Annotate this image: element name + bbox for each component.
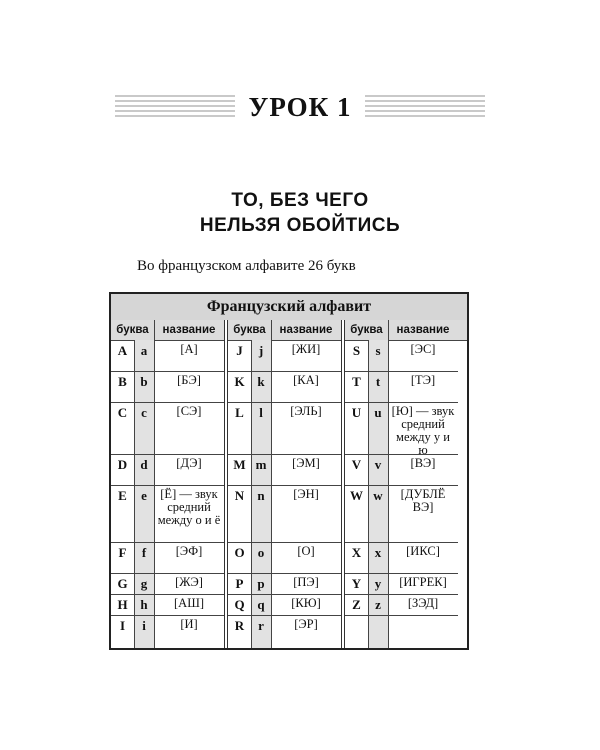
uppercase-letter: N (234, 488, 245, 503)
uppercase-letter: W (350, 488, 363, 503)
lowercase-letter: f (141, 545, 147, 560)
lowercase-letter: u (374, 405, 382, 420)
row-divider (228, 615, 341, 616)
letter-name: [ВЭ] (410, 456, 436, 470)
uppercase-letter: I (119, 618, 126, 633)
row-divider (111, 573, 224, 574)
letter-name: [ЭР] (294, 617, 318, 631)
letter-name: [И] (180, 617, 198, 631)
uppercase-letter: C (117, 405, 128, 420)
uppercase-letter: P (235, 576, 244, 591)
uppercase-letter: F (118, 545, 127, 560)
letter-name: [ДЭ] (176, 456, 202, 470)
letter-name: [ЭФ] (175, 544, 203, 558)
letter-name: [ЖЭ] (175, 575, 203, 589)
row-divider (111, 485, 224, 486)
lowercase-letter: s (375, 343, 381, 358)
uppercase-letter: D (117, 457, 128, 472)
uppercase-letter: L (235, 405, 244, 420)
row-divider (111, 594, 224, 595)
row-divider (228, 402, 341, 403)
uppercase-letter: Z (352, 597, 361, 612)
header-name: название (162, 324, 216, 336)
lesson-title: УРОК 1 (248, 92, 352, 122)
lowercase-letter: q (257, 597, 265, 612)
intro-text: Во французском алфавите 26 букв (137, 258, 356, 274)
lowercase-letter: l (259, 405, 263, 420)
uppercase-letter: Y (351, 576, 362, 591)
letter-name: [АШ] (174, 596, 204, 610)
header-letter: буква (116, 324, 149, 336)
row-divider (345, 573, 458, 574)
row-divider (345, 615, 458, 616)
header-divider (388, 320, 389, 340)
header-letter: буква (350, 324, 383, 336)
letter-name: [ЭЛЬ] (290, 404, 322, 418)
header-divider (154, 320, 155, 340)
column-divider (388, 340, 389, 648)
row-divider (111, 454, 224, 455)
uppercase-letter: H (117, 597, 128, 612)
row-divider (111, 542, 224, 543)
lowercase-letter: y (374, 576, 382, 591)
french-alphabet-table (109, 292, 469, 650)
table-header-row (111, 320, 467, 341)
row-divider (228, 594, 341, 595)
letter-group-1 (111, 340, 224, 648)
lowercase-letter: m (255, 457, 267, 472)
row-divider (228, 454, 341, 455)
decorative-stripes-left (115, 95, 235, 119)
lowercase-letter: g (140, 576, 148, 591)
lowercase-letter: b (140, 374, 148, 389)
letter-name: [ПЭ] (293, 575, 319, 589)
letter-group-3 (345, 340, 458, 648)
row-divider (345, 402, 458, 403)
row-divider (345, 485, 458, 486)
column-divider (154, 340, 155, 648)
row-divider (345, 594, 458, 595)
uppercase-letter: J (236, 343, 243, 358)
lowercase-letter: w (373, 488, 383, 503)
row-divider (228, 573, 341, 574)
uppercase-letter: K (234, 374, 245, 389)
uppercase-letter: T (352, 374, 361, 389)
uppercase-letter: S (352, 343, 361, 358)
row-divider (111, 371, 224, 372)
uppercase-letter: M (233, 457, 246, 472)
letter-name: [ИКС] (406, 544, 440, 558)
uppercase-letter: E (118, 488, 127, 503)
letter-name: [ДУБЛЁ ВЭ] (400, 487, 446, 514)
uppercase-letter: R (234, 618, 245, 633)
letter-name: [ЭН] (293, 487, 319, 501)
letter-name: [БЭ] (177, 373, 201, 387)
uppercase-letter: G (117, 576, 128, 591)
row-divider (111, 402, 224, 403)
letter-name: [ТЭ] (410, 373, 436, 387)
row-divider (228, 485, 341, 486)
table-caption: Французский алфавит (111, 294, 467, 321)
lowercase-letter: h (140, 597, 148, 612)
lowercase-letter: d (140, 457, 148, 472)
letter-name: [ЗЭД] (407, 596, 439, 610)
lowercase-letter: e (141, 488, 147, 503)
lowercase-letter: o (257, 545, 265, 560)
row-divider (345, 542, 458, 543)
letter-name: [О] (297, 544, 315, 558)
uppercase-letter: V (351, 457, 362, 472)
lowercase-letter: i (142, 618, 146, 633)
letter-name: [КА] (293, 373, 319, 387)
chapter-title-line-1: ТО, БЕЗ ЧЕГО (231, 190, 369, 211)
chapter-title-line-2: НЕЛЬЗЯ ОБОЙТИСЬ (199, 215, 401, 236)
lowercase-letter: r (258, 618, 264, 633)
header-name: название (279, 324, 333, 336)
lowercase-letter: c (141, 405, 147, 420)
chapter-title (100, 188, 500, 238)
lowercase-letter: p (257, 576, 265, 591)
row-divider (345, 371, 458, 372)
row-divider (228, 371, 341, 372)
uppercase-letter: U (351, 405, 362, 420)
column-divider (271, 340, 272, 648)
lowercase-letter: t (375, 374, 381, 389)
letter-name: [СЭ] (176, 404, 202, 418)
uppercase-letter: O (234, 545, 245, 560)
lowercase-letter: a (140, 343, 148, 358)
header-letter: буква (233, 324, 266, 336)
uppercase-letter: X (351, 545, 362, 560)
header-divider (271, 320, 272, 340)
lowercase-letter: z (375, 597, 381, 612)
letter-name: [ЭС] (410, 342, 436, 356)
letter-group-2 (228, 340, 341, 648)
letter-name: [ИГРЕК] (399, 575, 447, 589)
letter-name: [Ё] — звук средний между о и ё (157, 487, 221, 527)
decorative-stripes-right (365, 95, 485, 119)
uppercase-letter: Q (234, 597, 245, 612)
row-divider (345, 454, 458, 455)
letter-name: [ЭМ] (292, 456, 320, 470)
uppercase-letter: A (117, 343, 128, 358)
lowercase-letter: j (258, 343, 264, 358)
lowercase-letter: x (374, 545, 382, 560)
row-divider (111, 615, 224, 616)
row-divider (228, 542, 341, 543)
letter-name: [КЮ] (291, 596, 321, 610)
uppercase-letter: B (118, 374, 127, 389)
letter-name: [А] (180, 342, 198, 356)
lowercase-letter: k (257, 374, 265, 389)
lesson-header (115, 90, 485, 124)
lowercase-letter: v (374, 457, 382, 472)
lowercase-letter: n (257, 488, 265, 503)
letter-name: [Ю] — звук средний между у и ю (391, 404, 455, 457)
letter-name: [ЖИ] (291, 342, 321, 356)
header-name: название (396, 324, 450, 336)
